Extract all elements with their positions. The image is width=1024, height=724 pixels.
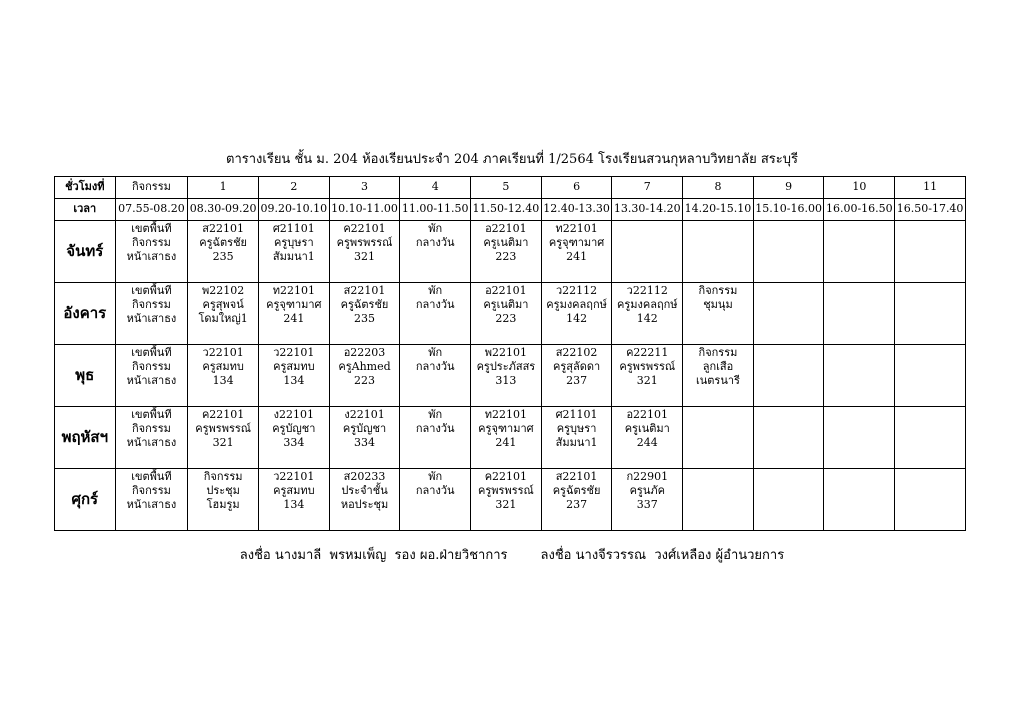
schedule-cell	[683, 345, 754, 407]
cell-line: 142	[566, 312, 588, 326]
schedule-cell	[683, 407, 754, 469]
cell-line: ท22101	[555, 222, 598, 235]
cell-line: ง22101	[273, 408, 315, 421]
schedule-cell	[188, 345, 259, 407]
cell-line: ว22112	[626, 284, 668, 297]
cell-line: 241	[566, 250, 588, 264]
schedule-cell	[753, 221, 824, 283]
cell-line: ครูAhmed	[338, 360, 391, 374]
schedule-cell	[895, 407, 966, 469]
schedule-cell	[329, 221, 400, 283]
cell-line: ครูพรพรรณ์	[336, 236, 393, 250]
schedule-cell	[400, 221, 471, 283]
day-name: อังคาร	[55, 283, 116, 345]
period-header-row	[55, 177, 966, 199]
schedule-cell	[258, 221, 329, 283]
cell-line: ศ21101	[272, 222, 315, 235]
day-row	[55, 345, 966, 407]
schedule-cell	[612, 345, 683, 407]
time-slot: 08.30-09.20	[188, 199, 259, 221]
cell-line: ครูพรพรรณ์	[195, 422, 251, 436]
cell-line: ครูสมทบ	[202, 360, 244, 374]
schedule-cell	[753, 407, 824, 469]
schedule-cell	[471, 221, 542, 283]
time-header-row	[55, 199, 966, 221]
schedule-cell	[895, 345, 966, 407]
cell-line: ส22101	[202, 222, 244, 235]
schedule-cell	[400, 407, 471, 469]
page-title: ตารางเรียน ชั้น ม. 204 ห้องเรียนประจำ 204 ภาคเรียนที่ 1/2564 โรงเรียนสวนกุหลาบวิทยาลัย สระบุรี	[226, 152, 798, 167]
cell-line: ครูพรพรรณ์	[478, 484, 534, 498]
cell-line: ค22101	[343, 222, 386, 235]
cell-line: ประจำชั้น	[341, 484, 388, 498]
cell-line: ครูประภัสสร	[476, 360, 536, 374]
schedule-cell	[541, 469, 612, 531]
cell-line: กลางวัน	[415, 298, 455, 312]
schedule-cell	[471, 469, 542, 531]
cell-line: สัมมนา1	[272, 250, 315, 264]
cell-line: 235	[212, 250, 234, 264]
time-slot: 15.10-16.00	[753, 199, 824, 221]
cell-line: ศ21101	[555, 408, 598, 421]
cell-line: 321	[354, 250, 376, 264]
cell-line: อ22203	[343, 346, 386, 359]
cell-line: ครูจุฑามาศ	[548, 236, 605, 250]
cell-line: ว22101	[273, 470, 315, 483]
day-row	[55, 283, 966, 345]
schedule-cell	[612, 407, 683, 469]
schedule-cell	[541, 345, 612, 407]
cell-line: กิจกรรม	[132, 422, 171, 436]
schedule-cell	[400, 469, 471, 531]
cell-line: ลูกเสือ	[702, 360, 734, 374]
cell-line: หน้าเสาธง	[126, 436, 177, 450]
period-label: ชั่วโมงที่	[55, 177, 116, 199]
cell-line: ชุมนุม	[703, 298, 733, 312]
time-slot: 13.30-14.20	[612, 199, 683, 221]
schedule-cell	[115, 345, 188, 407]
schedule-cell	[188, 283, 259, 345]
schedule-cell	[824, 407, 895, 469]
cell-line: 237	[566, 498, 588, 512]
cell-line: โฮมรูม	[206, 498, 240, 512]
cell-line: 334	[354, 436, 376, 450]
cell-line: พัก	[428, 470, 443, 483]
period-number: 8	[683, 177, 754, 199]
cell-line: ครูฉัตรชัย	[340, 298, 389, 312]
time-label: เวลา	[55, 199, 116, 221]
day-name: พฤหัสฯ	[55, 407, 116, 469]
cell-line: ครูฉัตรชัย	[199, 236, 247, 250]
cell-line: ค22211	[626, 346, 669, 359]
cell-line: พัก	[428, 346, 443, 359]
cell-line: ครูมงคลฤกษ์	[546, 298, 607, 312]
cell-line: ครูเนติมา	[483, 298, 529, 312]
cell-line: อ22101	[485, 222, 527, 235]
cell-line: 134	[212, 374, 234, 388]
period-number: 4	[400, 177, 471, 199]
cell-line: ครูเนติมา	[624, 422, 670, 436]
cell-line: กิจกรรม	[132, 360, 171, 374]
cell-line: 235	[354, 312, 376, 326]
time-slot: 09.20-10.10	[258, 199, 329, 221]
cell-line: ว22101	[273, 346, 315, 359]
cell-line: ส22102	[555, 346, 598, 359]
period-number: 11	[895, 177, 966, 199]
cell-line: 237	[566, 374, 588, 388]
cell-line: ครูจุฑามาศ	[266, 298, 322, 312]
period-number: 6	[541, 177, 612, 199]
cell-line: ท22101	[484, 408, 528, 421]
time-slot: 10.10-11.00	[329, 199, 400, 221]
cell-line: ท22101	[272, 284, 315, 297]
schedule-cell	[753, 283, 824, 345]
schedule-cell	[329, 283, 400, 345]
cell-line: โดมใหญ่1	[198, 312, 248, 326]
cell-line: อ22101	[626, 408, 669, 421]
cell-line: 241	[283, 312, 305, 326]
schedule-cell	[541, 221, 612, 283]
cell-line: หน้าเสาธง	[126, 374, 177, 388]
cell-line: 321	[495, 498, 517, 512]
cell-line: ครูพรพรรณ์	[619, 360, 676, 374]
cell-line: เนตรนารี	[695, 374, 740, 388]
cell-line: กิจกรรม	[132, 484, 171, 498]
schedule-cell	[683, 221, 754, 283]
cell-line: 313	[495, 374, 517, 388]
schedule-cell	[612, 283, 683, 345]
cell-line: ค22101	[201, 408, 245, 421]
period-number: 5	[471, 177, 542, 199]
time-slot: 12.40-13.30	[541, 199, 612, 221]
cell-line: ครูบัญชา	[342, 422, 387, 436]
time-slot: 07.55-08.20	[115, 199, 188, 221]
cell-line: สัมมนา1	[555, 436, 598, 450]
schedule-cell	[188, 469, 259, 531]
day-row	[55, 221, 966, 283]
cell-line: ครูมงคลฤกษ์	[616, 298, 678, 312]
cell-line: ครูสุพจน์	[202, 298, 244, 312]
cell-line: หน้าเสาธง	[126, 312, 177, 326]
cell-line: ครูสมทบ	[273, 484, 315, 498]
cell-line: 223	[354, 374, 376, 388]
cell-line: 321	[636, 374, 658, 388]
day-row	[55, 469, 966, 531]
cell-line: พ22102	[202, 284, 245, 297]
cell-line: ว22112	[555, 284, 598, 297]
schedule-cell	[753, 469, 824, 531]
cell-line: 223	[495, 312, 517, 326]
schedule-cell	[471, 283, 542, 345]
cell-line: กิจกรรม	[203, 470, 243, 483]
cell-line: ส20233	[343, 470, 386, 483]
cell-line: พัก	[428, 222, 443, 235]
cell-line: หน้าเสาธง	[126, 498, 177, 512]
schedule-cell	[895, 221, 966, 283]
cell-line: ส22101	[343, 284, 386, 297]
cell-line: 134	[283, 374, 305, 388]
schedule-cell	[824, 469, 895, 531]
cell-line: พ22101	[484, 346, 528, 359]
schedule-cell	[683, 283, 754, 345]
period-number: กิจกรรม	[115, 177, 188, 199]
schedule-cell	[258, 283, 329, 345]
cell-line: เขตพื้นที	[131, 284, 172, 297]
cell-line: เขตพื้นที	[131, 346, 172, 359]
cell-line: ครูสมทบ	[273, 360, 315, 374]
cell-line: 241	[495, 436, 517, 450]
cell-line: 337	[636, 498, 658, 512]
cell-line: ประชุม	[206, 484, 240, 498]
cell-line: ครูบุษรา	[556, 422, 597, 436]
cell-line: พัก	[428, 408, 443, 421]
schedule-cell	[329, 345, 400, 407]
cell-line: ครูเนติมา	[483, 236, 529, 250]
schedule-cell	[188, 221, 259, 283]
cell-line: 244	[636, 436, 658, 450]
schedule-cell	[895, 283, 966, 345]
period-number: 1	[188, 177, 259, 199]
schedule-cell	[258, 407, 329, 469]
schedule-cell	[612, 221, 683, 283]
day-name: พุธ	[55, 345, 116, 407]
schedule-cell	[329, 407, 400, 469]
schedule-cell	[753, 345, 824, 407]
cell-line: 321	[212, 436, 234, 450]
signature-line: ลงชื่อ นางมาลี พรหมเพ็ญ รอง ผอ.ฝ่ายวิชาการ ลงชื่อ นางจีรวรรณ วงศ์เหลือง ผู้อำนวยการ	[239, 548, 785, 563]
cell-line: ครูนภัค	[629, 484, 665, 498]
day-name: ศุกร์	[55, 469, 116, 531]
cell-line: กิจกรรม	[698, 346, 738, 359]
time-slot: 16.50-17.40	[895, 199, 966, 221]
schedule-cell	[541, 407, 612, 469]
schedule-cell	[541, 283, 612, 345]
cell-line: ครูสุลัดดา	[552, 360, 601, 374]
cell-line: กลางวัน	[415, 484, 455, 498]
cell-line: อ22101	[485, 284, 527, 297]
schedule-cell	[824, 345, 895, 407]
schedule-cell	[895, 469, 966, 531]
cell-line: กิจกรรม	[132, 298, 171, 312]
schedule-cell	[115, 407, 188, 469]
schedule-cell	[188, 407, 259, 469]
schedule-cell	[400, 345, 471, 407]
cell-line: 334	[283, 436, 305, 450]
time-slot: 14.20-15.10	[683, 199, 754, 221]
schedule-cell	[824, 283, 895, 345]
schedule-cell	[258, 345, 329, 407]
time-slot: 11.00-11.50	[400, 199, 471, 221]
cell-line: ค22101	[484, 470, 528, 483]
schedule-cell	[612, 469, 683, 531]
cell-line: เขตพื้นที	[131, 408, 172, 421]
schedule-cell	[683, 469, 754, 531]
time-slot: 16.00-16.50	[824, 199, 895, 221]
cell-line: กลางวัน	[415, 422, 455, 436]
period-number: 7	[612, 177, 683, 199]
schedule-cell	[400, 283, 471, 345]
schedule-cell	[824, 221, 895, 283]
cell-line: ว22101	[202, 346, 244, 359]
period-number: 2	[258, 177, 329, 199]
schedule-cell	[471, 407, 542, 469]
schedule-cell	[115, 221, 188, 283]
cell-line: กลางวัน	[415, 236, 455, 250]
schedule-cell	[115, 469, 188, 531]
cell-line: หอประชุม	[340, 498, 389, 512]
cell-line: กลางวัน	[415, 360, 455, 374]
cell-line: 223	[495, 250, 517, 264]
cell-line: พัก	[428, 284, 443, 297]
day-row	[55, 407, 966, 469]
cell-line: 134	[283, 498, 305, 512]
cell-line: ง22101	[344, 408, 385, 421]
timetable	[54, 176, 966, 531]
cell-line: กิจกรรม	[132, 236, 171, 250]
period-number: 10	[824, 177, 895, 199]
cell-line: กิจกรรม	[698, 284, 738, 297]
day-name: จันทร์	[55, 221, 116, 283]
schedule-cell	[115, 283, 188, 345]
cell-line: เขตพื้นที	[131, 222, 172, 235]
schedule-cell	[258, 469, 329, 531]
schedule-cell	[329, 469, 400, 531]
time-slot: 11.50-12.40	[471, 199, 542, 221]
schedule-cell	[471, 345, 542, 407]
cell-line: ครูจุฑามาศ	[478, 422, 534, 436]
cell-line: ครูบัญชา	[272, 422, 316, 436]
cell-line: เขตพื้นที	[131, 470, 172, 483]
cell-line: 142	[636, 312, 658, 326]
cell-line: ส22101	[555, 470, 598, 483]
period-number: 9	[753, 177, 824, 199]
period-number: 3	[329, 177, 400, 199]
cell-line: ครูบุษรา	[274, 236, 314, 250]
cell-line: ก22901	[626, 470, 669, 483]
cell-line: หน้าเสาธง	[126, 250, 177, 264]
cell-line: ครูฉัตรชัย	[552, 484, 601, 498]
